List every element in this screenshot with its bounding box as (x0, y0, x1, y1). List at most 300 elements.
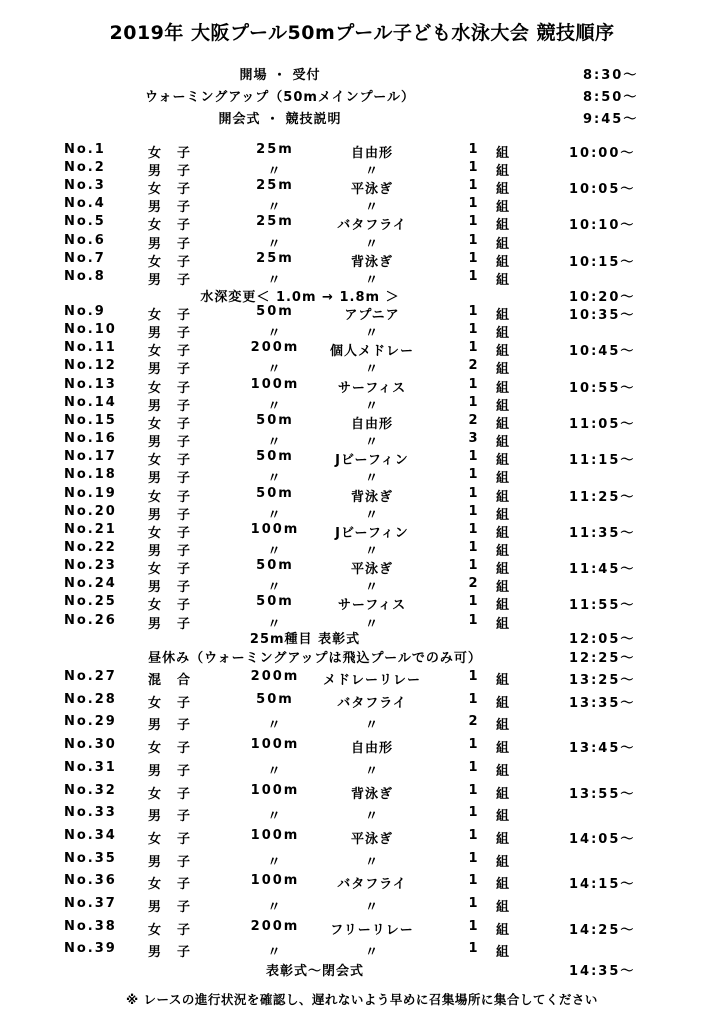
event-stroke: 〃 (364, 945, 379, 961)
event-number: No.11 (64, 340, 117, 356)
event-start-time: 14:25～ (569, 922, 636, 938)
event-number: No.10 (64, 322, 117, 338)
event-row (0, 522, 724, 540)
event-row (0, 828, 724, 846)
event-heat-unit: 組 (496, 763, 510, 779)
event-heat-count: 1 (468, 268, 478, 284)
event-heat-count: 1 (468, 485, 478, 501)
event-stroke: 個人メドレー (329, 344, 414, 360)
event-heat-count: 1 (468, 941, 478, 957)
event-heat-count: 2 (468, 358, 478, 374)
event-heat-unit: 組 (496, 326, 510, 342)
event-start-time: 10:00～ (569, 146, 636, 161)
event-distance: 〃 (267, 272, 283, 288)
closing-ceremony-label: 表彰式～閉会式 (265, 964, 364, 979)
event-category: 女子 (148, 831, 207, 847)
event-row (0, 692, 724, 710)
event-stroke: サーフィス (337, 598, 407, 614)
event-category: 女子 (148, 416, 207, 432)
event-category: 男子 (148, 398, 207, 414)
event-start-time: 11:45～ (569, 562, 636, 578)
event-distance: 〃 (267, 580, 283, 596)
event-heat-count: 1 (468, 896, 478, 911)
event-row (0, 504, 724, 522)
event-number: No.32 (64, 782, 117, 798)
event-distance: 50m (256, 485, 294, 501)
event-stroke: Jビーフィン (335, 525, 409, 541)
event-heat-unit: 組 (496, 182, 510, 198)
event-category: 女子 (148, 489, 207, 505)
event-stroke: 〃 (364, 718, 379, 734)
event-category: 女子 (148, 786, 207, 802)
event-row (0, 214, 724, 232)
event-heat-count: 1 (468, 759, 478, 775)
event-number: No.39 (64, 941, 117, 957)
event-heat-unit: 組 (496, 877, 510, 893)
event-heat-unit: 組 (496, 435, 510, 451)
event-heat-unit: 組 (496, 580, 510, 596)
event-category: 女子 (148, 344, 207, 360)
event-heat-count: 1 (468, 142, 478, 157)
award-25m-time: 12:05～ (569, 632, 636, 647)
event-heat-count: 1 (468, 178, 478, 194)
event-distance: 25m (256, 178, 294, 194)
event-category: 女子 (148, 308, 207, 323)
event-distance: 50m (256, 412, 294, 428)
event-heat-unit: 組 (496, 616, 510, 632)
event-number: No.9 (64, 304, 106, 319)
event-category: 男子 (148, 945, 207, 961)
event-start-time: 10:05～ (569, 182, 636, 198)
event-row (0, 449, 724, 467)
event-heat-count: 3 (468, 431, 478, 447)
event-heat-unit: 組 (496, 507, 510, 523)
event-distance: 50m (256, 449, 294, 465)
event-heat-count: 1 (468, 918, 478, 934)
event-heat-unit: 組 (496, 146, 510, 161)
award-25m-label: 25m種目 表彰式 (249, 632, 361, 647)
event-heat-count: 1 (468, 376, 478, 392)
event-category: 女子 (148, 598, 207, 614)
event-heat-count: 1 (468, 232, 478, 248)
event-heat-unit: 組 (496, 236, 510, 252)
event-heat-unit: 組 (496, 164, 510, 180)
event-number: No.7 (64, 250, 106, 266)
event-distance: 〃 (267, 900, 283, 915)
schedule-header-time: 8:30～ (583, 68, 639, 83)
event-heat-unit: 組 (496, 543, 510, 559)
event-heat-count: 1 (468, 669, 478, 684)
event-heat-count: 1 (468, 304, 478, 319)
event-category: 男子 (148, 164, 207, 180)
event-row (0, 714, 724, 732)
event-start-time: 14:15～ (569, 877, 636, 893)
event-row (0, 358, 724, 376)
event-number: No.34 (64, 827, 117, 843)
event-number: No.29 (64, 714, 117, 730)
event-number: No.8 (64, 268, 106, 284)
event-number: No.21 (64, 521, 117, 537)
event-stroke: 〃 (364, 580, 379, 596)
event-row (0, 340, 724, 358)
event-distance: 〃 (267, 164, 283, 180)
event-distance: 25m (256, 142, 294, 157)
event-stroke: 〃 (364, 507, 379, 523)
event-distance: 〃 (267, 398, 283, 414)
event-row (0, 594, 724, 612)
event-heat-unit: 組 (496, 398, 510, 414)
event-start-time: 10:35～ (569, 308, 636, 323)
event-heat-count: 1 (468, 449, 478, 465)
event-category: 女子 (148, 525, 207, 541)
event-stroke: サーフィス (337, 380, 407, 396)
event-number: No.3 (64, 178, 106, 194)
event-start-time: 10:55～ (569, 380, 636, 396)
event-number: No.28 (64, 691, 117, 707)
event-stroke: バタフライ (337, 877, 407, 893)
event-distance: 〃 (267, 718, 283, 734)
event-start-time: 10:15～ (569, 254, 636, 270)
event-distance: 〃 (267, 945, 283, 961)
event-category: 女子 (148, 218, 207, 234)
event-number: No.15 (64, 412, 117, 428)
event-stroke: 平泳ぎ (350, 182, 393, 198)
event-stroke: アプニア (344, 308, 400, 323)
event-heat-count: 1 (468, 612, 478, 628)
event-category: 男子 (148, 272, 207, 288)
event-stroke: 自由形 (350, 741, 393, 757)
event-category: 男子 (148, 543, 207, 559)
event-number: No.4 (64, 196, 106, 212)
event-heat-count: 1 (468, 539, 478, 555)
event-heat-count: 1 (468, 394, 478, 410)
event-row (0, 142, 724, 160)
event-heat-unit: 組 (496, 344, 510, 360)
event-row (0, 805, 724, 823)
event-heat-unit: 組 (496, 525, 510, 541)
event-stroke: 〃 (364, 398, 379, 414)
event-number: No.13 (64, 376, 117, 392)
event-row (0, 160, 724, 178)
event-distance: 100m (250, 782, 300, 798)
event-heat-unit: 組 (496, 695, 510, 711)
event-row (0, 395, 724, 413)
event-heat-count: 1 (468, 503, 478, 519)
event-heat-count: 1 (468, 850, 478, 866)
event-number: No.16 (64, 431, 117, 447)
event-stroke: 〃 (364, 236, 379, 252)
event-heat-count: 1 (468, 250, 478, 266)
event-heat-count: 1 (468, 322, 478, 338)
event-heat-unit: 組 (496, 200, 510, 216)
event-distance: 100m (250, 737, 300, 753)
event-row (0, 783, 724, 801)
event-heat-unit: 組 (496, 809, 510, 825)
event-stroke: 背泳ぎ (350, 489, 393, 505)
event-heat-count: 2 (468, 412, 478, 428)
event-start-time: 11:25～ (569, 489, 636, 505)
event-category: 女子 (148, 695, 207, 711)
event-category: 男子 (148, 507, 207, 523)
event-start-time: 10:45～ (569, 344, 636, 360)
event-stroke: 〃 (364, 435, 379, 451)
event-heat-unit: 組 (496, 471, 510, 487)
event-row (0, 941, 724, 959)
schedule-header-time: 9:45～ (583, 112, 639, 127)
event-distance: 〃 (267, 362, 283, 378)
event-distance: 100m (250, 521, 300, 537)
event-row (0, 304, 724, 322)
event-row (0, 196, 724, 214)
event-row (0, 233, 724, 251)
event-row (0, 873, 724, 891)
event-heat-unit: 組 (496, 673, 510, 688)
event-distance: 〃 (267, 435, 283, 451)
event-number: No.35 (64, 850, 117, 866)
event-start-time: 14:05～ (569, 831, 636, 847)
event-stroke: 〃 (364, 326, 379, 342)
event-heat-count: 1 (468, 737, 478, 753)
event-distance: 〃 (267, 200, 283, 216)
event-stroke: 〃 (364, 763, 379, 779)
footnote: ※ レースの進行状況を確認し、遅れないよう早めに召集場所に集合してください (126, 992, 598, 1007)
event-number: No.31 (64, 759, 117, 775)
event-stroke: 平泳ぎ (350, 562, 393, 578)
closing-ceremony-row (0, 960, 724, 978)
event-heat-count: 1 (468, 340, 478, 356)
event-heat-count: 1 (468, 467, 478, 483)
event-distance: 〃 (267, 471, 283, 487)
event-category: 男子 (148, 718, 207, 734)
event-start-time: 13:55～ (569, 786, 636, 802)
event-stroke: フリーリレー (330, 922, 414, 938)
event-row (0, 760, 724, 778)
event-distance: 〃 (267, 854, 283, 870)
event-heat-unit: 組 (496, 380, 510, 396)
event-heat-unit: 組 (496, 453, 510, 469)
event-number: No.6 (64, 232, 106, 248)
water-depth-change-time: 10:20～ (569, 290, 636, 305)
event-heat-unit: 組 (496, 598, 510, 614)
event-row (0, 178, 724, 196)
event-heat-count: 1 (468, 873, 478, 889)
event-distance: 50m (256, 691, 294, 707)
event-heat-count: 1 (468, 805, 478, 821)
event-row (0, 669, 724, 687)
schedule-header-row (0, 64, 724, 84)
event-number: No.17 (64, 449, 117, 465)
event-row (0, 851, 724, 869)
event-stroke: 〃 (364, 362, 379, 378)
schedule-header-label: 開場 ・ 受付 (239, 68, 321, 83)
event-stroke: Jビーフィン (335, 453, 409, 469)
event-heat-count: 1 (468, 691, 478, 707)
event-distance: 100m (250, 873, 300, 889)
schedule-header-time: 8:50～ (583, 90, 639, 105)
event-category: 男子 (148, 763, 207, 779)
event-heat-unit: 組 (496, 718, 510, 734)
water-depth-change-row (0, 286, 724, 304)
event-number: No.37 (64, 896, 117, 911)
award-25m-row (0, 628, 724, 646)
event-stroke: 平泳ぎ (350, 831, 393, 847)
event-distance: 〃 (267, 616, 283, 632)
event-heat-unit: 組 (496, 272, 510, 288)
event-distance: 25m (256, 250, 294, 266)
event-stroke: 〃 (364, 854, 379, 870)
event-heat-count: 1 (468, 160, 478, 176)
event-number: No.25 (64, 594, 117, 610)
event-heat-count: 2 (468, 714, 478, 730)
event-heat-count: 1 (468, 594, 478, 610)
event-heat-unit: 組 (496, 945, 510, 961)
event-number: No.2 (64, 160, 106, 176)
event-distance: 25m (256, 214, 294, 230)
event-distance: 〃 (267, 763, 283, 779)
event-row (0, 558, 724, 576)
event-number: No.12 (64, 358, 117, 374)
event-row (0, 322, 724, 340)
event-heat-unit: 組 (496, 786, 510, 802)
event-heat-count: 1 (468, 782, 478, 798)
event-heat-unit: 組 (496, 218, 510, 234)
event-number: No.23 (64, 558, 117, 574)
event-heat-unit: 組 (496, 416, 510, 432)
event-stroke: メドレーリレー (322, 673, 421, 688)
event-number: No.36 (64, 873, 117, 889)
event-category: 女子 (148, 146, 207, 161)
event-stroke: 背泳ぎ (350, 786, 393, 802)
event-category: 女子 (148, 877, 207, 893)
event-number: No.1 (64, 142, 106, 157)
event-row (0, 431, 724, 449)
event-number: No.20 (64, 503, 117, 519)
event-category: 男子 (148, 471, 207, 487)
event-stroke: 〃 (364, 164, 379, 180)
schedule-header-row (0, 86, 724, 106)
event-category: 女子 (148, 922, 207, 938)
event-stroke: バタフライ (337, 218, 407, 234)
event-row (0, 540, 724, 558)
event-category: 女子 (148, 741, 207, 757)
event-stroke: 〃 (364, 809, 379, 825)
event-category: 男子 (148, 580, 207, 596)
closing-ceremony-time: 14:35～ (569, 964, 636, 979)
schedule-header-label: 開会式 ・ 競技説明 (218, 112, 342, 127)
event-heat-unit: 組 (496, 831, 510, 847)
event-heat-count: 1 (468, 214, 478, 230)
event-stroke: 〃 (364, 543, 379, 559)
event-stroke: バタフライ (337, 695, 407, 711)
event-start-time: 13:45～ (569, 741, 636, 757)
event-number: No.24 (64, 576, 117, 592)
event-distance: 〃 (267, 326, 283, 342)
schedule-header-row (0, 108, 724, 128)
event-number: No.18 (64, 467, 117, 483)
event-start-time: 11:35～ (569, 525, 636, 541)
event-category: 男子 (148, 900, 207, 915)
event-heat-unit: 組 (496, 741, 510, 757)
event-category: 男子 (148, 854, 207, 870)
event-category: 男子 (148, 435, 207, 451)
event-row (0, 919, 724, 937)
event-row (0, 576, 724, 594)
event-number: No.22 (64, 539, 117, 555)
event-heat-unit: 組 (496, 562, 510, 578)
event-row (0, 269, 724, 287)
schedule-header-label: ウォーミングアップ（50mメインプール） (144, 90, 416, 105)
event-start-time: 13:25～ (569, 673, 636, 688)
event-distance: 200m (250, 669, 300, 684)
event-distance: 〃 (267, 543, 283, 559)
event-start-time: 10:10～ (569, 218, 636, 234)
lunch-break-time: 12:25～ (569, 651, 636, 666)
document-title: 2019年 大阪プール50mプール子ども水泳大会 競技順序 (109, 22, 615, 44)
water-depth-change-label: 水深変更＜ 1.0m → 1.8m ＞ (200, 290, 400, 305)
event-heat-unit: 組 (496, 362, 510, 378)
event-number: No.38 (64, 918, 117, 934)
event-stroke: 〃 (364, 616, 379, 632)
event-heat-unit: 組 (496, 308, 510, 323)
event-distance: 200m (250, 918, 300, 934)
event-category: 男子 (148, 236, 207, 252)
event-stroke: 〃 (364, 471, 379, 487)
event-number: No.19 (64, 485, 117, 501)
event-stroke: 〃 (364, 200, 379, 216)
event-stroke: 背泳ぎ (350, 254, 393, 270)
event-stroke: 〃 (364, 272, 379, 288)
event-start-time: 11:05～ (569, 416, 636, 432)
event-category: 女子 (148, 254, 207, 270)
event-category: 女子 (148, 562, 207, 578)
event-heat-unit: 組 (496, 489, 510, 505)
event-stroke: 自由形 (350, 146, 393, 161)
event-number: No.30 (64, 737, 117, 753)
event-heat-unit: 組 (496, 854, 510, 870)
event-stroke: 〃 (364, 900, 379, 915)
event-heat-unit: 組 (496, 922, 510, 938)
event-distance: 50m (256, 594, 294, 610)
event-row (0, 377, 724, 395)
event-category: 男子 (148, 616, 207, 632)
event-distance: 50m (256, 558, 294, 574)
event-number: No.26 (64, 612, 117, 628)
event-row (0, 251, 724, 269)
event-distance: 〃 (267, 507, 283, 523)
lunch-break-row (0, 647, 724, 665)
event-distance: 100m (250, 376, 300, 392)
event-heat-count: 1 (468, 827, 478, 843)
event-row (0, 467, 724, 485)
event-distance: 200m (250, 340, 300, 356)
event-number: No.33 (64, 805, 117, 821)
event-start-time: 13:35～ (569, 695, 636, 711)
event-heat-count: 1 (468, 196, 478, 212)
event-row (0, 413, 724, 431)
event-category: 男子 (148, 326, 207, 342)
event-number: No.27 (64, 669, 117, 684)
event-start-time: 11:55～ (569, 598, 636, 614)
event-heat-unit: 組 (496, 254, 510, 270)
event-stroke: 自由形 (350, 416, 393, 432)
event-category: 女子 (148, 380, 207, 396)
event-start-time: 11:15～ (569, 453, 636, 469)
event-heat-count: 2 (468, 576, 478, 592)
event-number: No.14 (64, 394, 117, 410)
event-category: 女子 (148, 182, 207, 198)
event-row (0, 896, 724, 914)
event-category: 男子 (148, 809, 207, 825)
